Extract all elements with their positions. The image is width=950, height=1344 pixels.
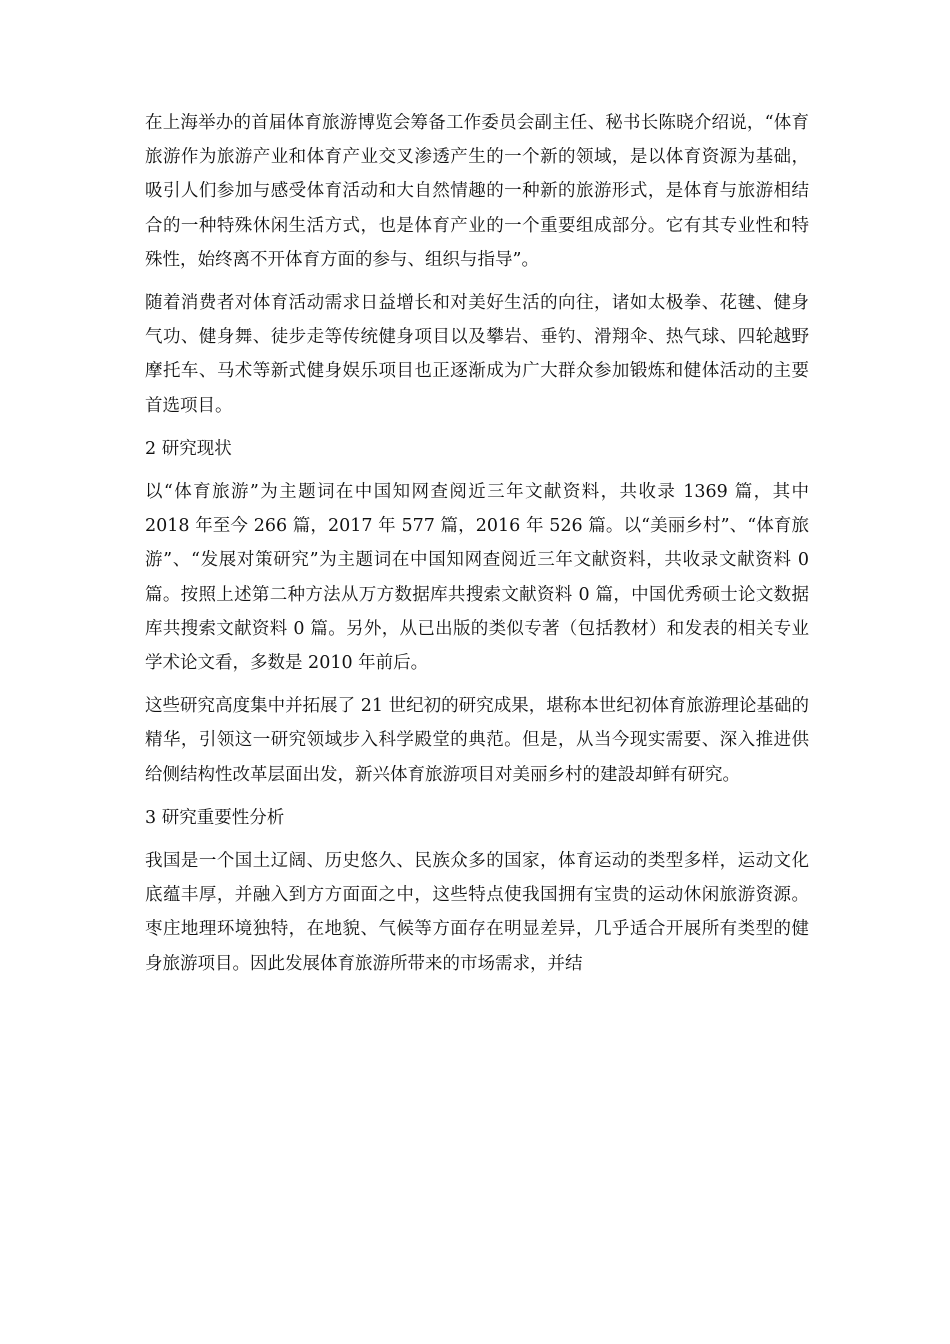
paragraph-research-gap: 这些研究高度集中并拓展了 21 世纪初的研究成果，堪称本世纪初体育旅游理论基础的精华，引领这一研究领域步入科学殿堂的典范。但是，从当今现实需要、深入推进供给侧结构性改革层面出发，新兴体育旅游项目对美丽乡村的建設却鲜有研究。	[145, 696, 809, 785]
paragraph-intro-quote: 在上海举办的首届体育旅游博览会筹备工作委员会副主任、秘书长陈晓介绍说，“体育旅游作为旅游产业和体育产业交叉渗透产生的一个新的领域，是以体育资源为基础，吸引人们参加与感受体育活动和大自然情趣的一种新的旅游形式，是体育与旅游相结合的一种特殊休闲生活方式，也是体育产业的一个重要组成部分。它有其专业性和特殊性，始终离不开体育方面的参与、组织与指导”。	[145, 113, 809, 270]
document-body	[145, 106, 809, 990]
section-heading-importance: 3 研究重要性分析	[145, 807, 285, 828]
paragraph-consumer-demand: 随着消费者对体育活动需求日益增长和对美好生活的向往，诸如太极拳、花毽、健身气功、健身舞、徒步走等传统健身项目以及攀岩、垂钓、滑翔伞、热气球、四轮越野摩托车、马术等新式健身娱乐项目也正逐渐成为广大群众参加锻炼和健体活动的主要首选项目。	[145, 293, 809, 416]
paragraph-literature-stats: 以“体育旅游”为主题词在中国知网查阅近三年文献资料，共收录 1369 篇，其中 2018 年至今 266 篇，2017 年 577 篇，2016 年 526 篇。以“美丽乡村”、“体育旅游”、“发展对策研究”为主题词在中国知网查阅近三年文献资料，共收录文献资料 0 篇。按照上述第二种方法从万方数据库共搜索文献资料 0 篇，中国优秀硕士论文数据库共搜索文献资料 0 篇。另外，从已出版的类似专著（包括教材）和发表的相关专业学术论文看，多数是 2010 年前后。	[145, 482, 809, 674]
paragraph-importance: 我国是一个国土辽阔、历史悠久、民族众多的国家，体育运动的类型多样，运动文化底蕴丰厚，并融入到方方面面之中，这些特点使我国拥有宝贵的运动休闲旅游资源。枣庄地理环境独特，在地貌、气候等方面存在明显差异，几乎适合开展所有类型的健身旅游项目。因此发展体育旅游所带来的市场需求，并结	[145, 851, 809, 974]
section-heading-research-status: 2 研究现状	[145, 438, 232, 459]
